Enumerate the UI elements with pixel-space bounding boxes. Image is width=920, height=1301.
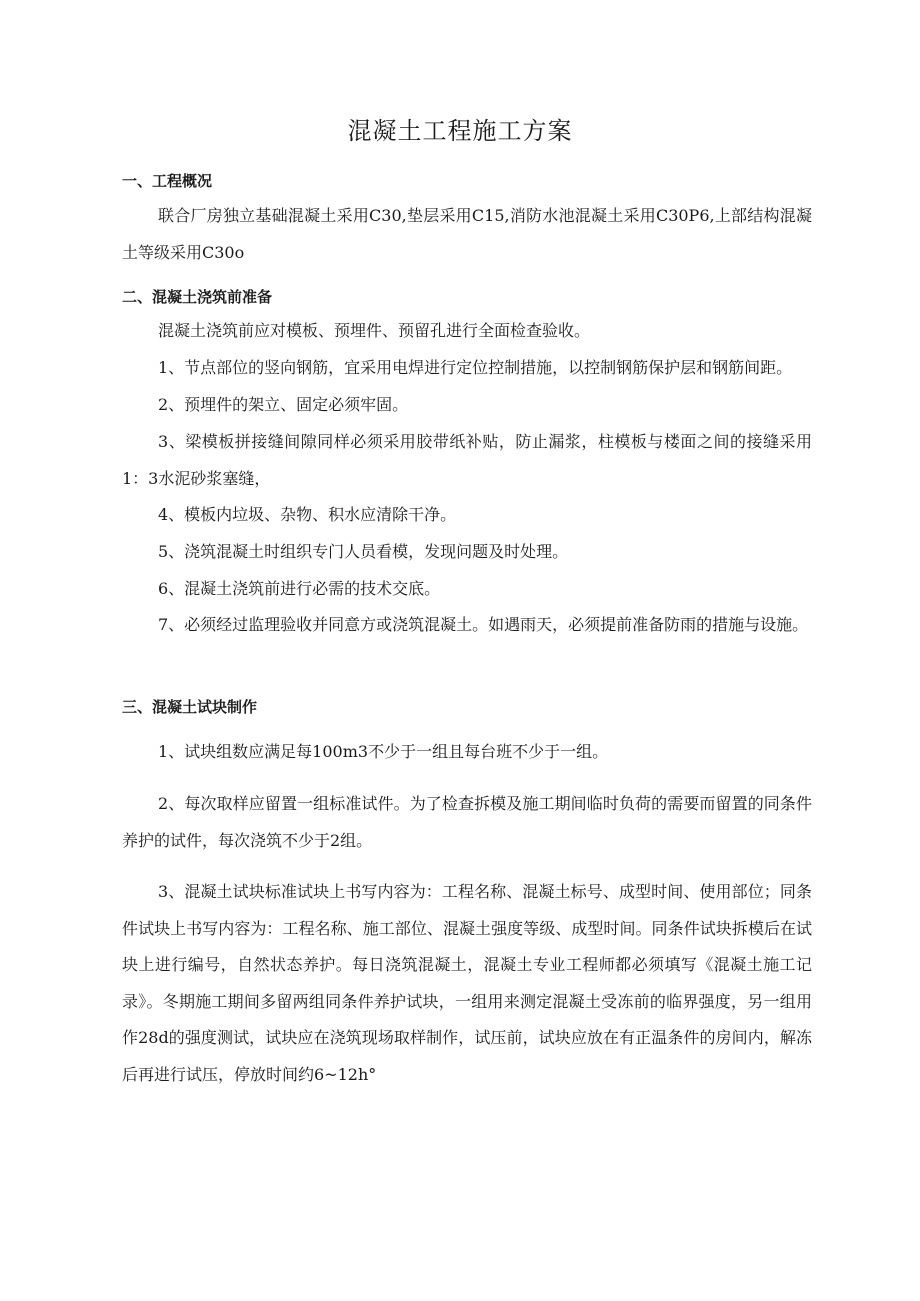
section-heading-preparation: 二、混凝土浇筑前准备 bbox=[122, 288, 273, 306]
paragraph-prep-item-2: 2、预埋件的架立、固定必须牢固。 bbox=[158, 395, 409, 414]
paragraph-test-item-3: 3、混凝土试块标准试块上书写内容为：工程名称、混凝土标号、成型时间、使用部位；同条件试块上书写内容为：工程名称、施工部位、混凝土强度等级、成型时间。同条件试块拆模后在试块上进行编号，自然状态养护。每日浇筑混凝土，混凝土专业工程师都必须填写《混凝土施工记录》。冬期施工期间多留两组同条件养护试块，一组用来测定混凝土受冻前的临界强度，另一组用作28d的强度测试，试块应在浇筑现场取样制作，试压前，试块应放在有正温条件的房间内，解冻后再进行试压，停放时间约6~12h° bbox=[122, 882, 812, 1084]
paragraph-test-item-1: 1、试块组数应满足每100m3不少于一组且每台班不少于一组。 bbox=[158, 742, 609, 761]
section-heading-overview: 一、工程概况 bbox=[122, 172, 213, 190]
paragraph-prep-item-4: 4、模板内垃圾、杂物、积水应清除干净。 bbox=[158, 505, 457, 524]
paragraph-prep-item-5: 5、浇筑混凝土时组织专门人员看模，发现问题及时处理。 bbox=[158, 542, 569, 561]
paragraph-prep-item-3: 3、梁模板拼接缝间隙同样必须采用胶带纸补贴，防止漏浆，柱模板与楼面之间的接缝采用1：3水泥砂浆塞缝， bbox=[122, 432, 812, 488]
paragraph-prep-item-7: 7、必须经过监理验收并同意方或浇筑混凝土。如遇雨天，必须提前准备防雨的措施与设施。 bbox=[158, 615, 809, 634]
paragraph-prep-item-1: 1、节点部位的竖向钢筋，宜采用电焊进行定位控制措施，以控制钢筋保护层和钢筋间距。 bbox=[158, 358, 793, 377]
section-heading-test-blocks: 三、混凝土试块制作 bbox=[122, 698, 258, 716]
paragraph-prep-item-6: 6、混凝土浇筑前进行必需的技术交底。 bbox=[158, 579, 441, 598]
paragraph-test-item-2: 2、每次取样应留置一组标准试件。为了检查拆模及施工期间临时负荷的需要而留置的同条件养护的试件，每次浇筑不少于2组。 bbox=[122, 794, 812, 850]
document-title: 混凝土工程施工方案 bbox=[347, 117, 573, 145]
paragraph-overview: 联合厂房独立基础混凝土采用C30,垫层采用C15,消防水池混凝土采用C30P6,上部结构混凝土等级采用C30o bbox=[122, 206, 812, 262]
paragraph-prep-intro: 混凝土浇筑前应对模板、预埋件、预留孔进行全面检查验收。 bbox=[158, 321, 591, 340]
